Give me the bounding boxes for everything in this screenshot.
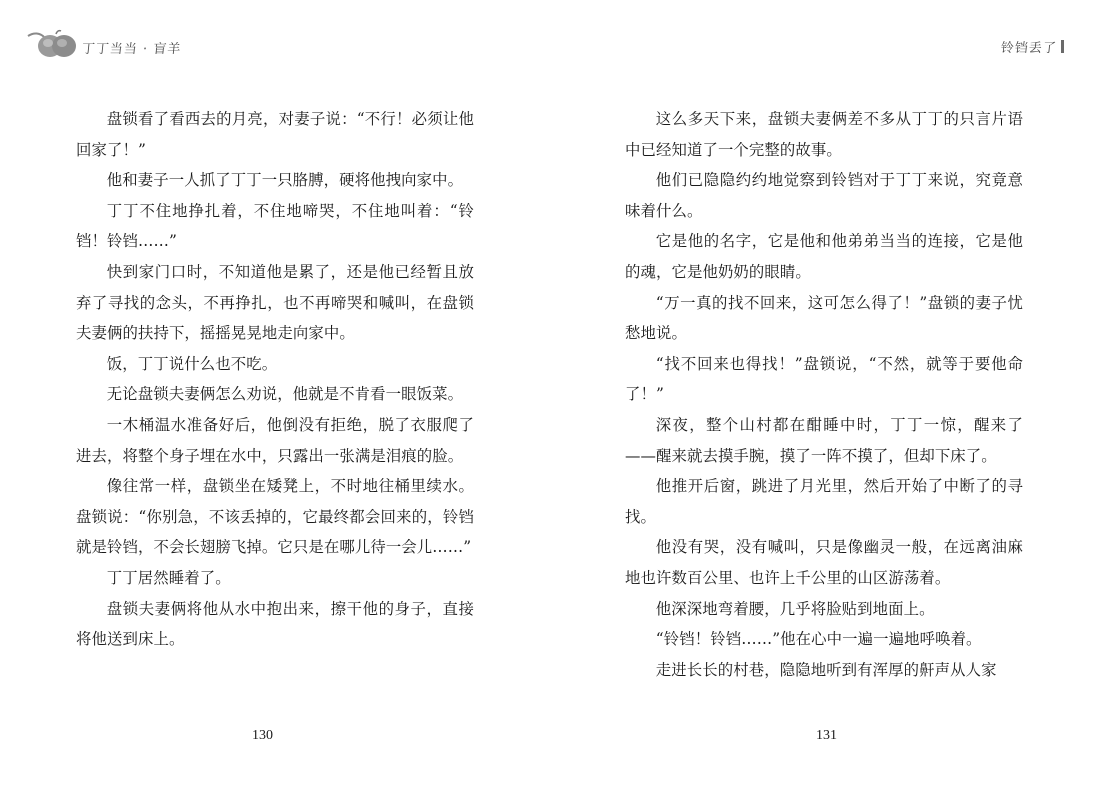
series-title: 丁丁当当 · 盲羊: [81, 41, 182, 57]
paragraph: 他深深地弯着腰，几乎将脸贴到地面上。: [655, 599, 935, 618]
chapter-title: 铃铛丢了: [999, 41, 1058, 56]
paragraph: “找不回来也得找！”盘锁说，“不然，就等于要他命了！”: [625, 354, 1023, 404]
page-number: 130: [252, 728, 273, 743]
paragraph: 丁丁居然睡着了。: [106, 568, 231, 587]
paragraph: 他推开后窗，跳进了月光里，然后开始了中断了的寻找。: [625, 477, 1023, 526]
left-page-header: [26, 28, 181, 62]
right-body-text: [625, 104, 1023, 685]
series-logo-icon: [26, 28, 78, 62]
right-page-header: [1001, 37, 1064, 56]
paragraph: 饭，丁丁说什么也不吃。: [106, 354, 278, 373]
right-page: [548, 0, 1096, 786]
paragraph: 盘锁夫妻俩将他从水中抱出来，擦干他的身子，直接将他送到床上。: [76, 599, 474, 649]
paragraph: 盘锁看了看西去的月亮，对妻子说：“不行！必须让他回家了！”: [76, 110, 474, 159]
paragraph: 快到家门口时，不知道他是累了，还是他已经暂且放弃了寻找的念头，不再挣扎，也不再啼哭和喊叫，在盘锁夫妻俩的扶持下，摇摇晃晃地走向家中。: [76, 262, 474, 343]
left-body-text: [76, 104, 474, 655]
paragraph: 无论盘锁夫妻俩怎么劝说，他就是不肯看一眼饭菜。: [106, 385, 464, 404]
paragraph: 他们已隐隐约约地觉察到铃铛对于丁丁来说，究竟意味着什么。: [625, 171, 1023, 220]
paragraph: 走进长长的村巷，隐隐地听到有浑厚的鼾声从人家: [655, 660, 997, 679]
paragraph: “铃铛！铃铛……”他在心中一遍一遍地呼唤着。: [655, 630, 982, 649]
paragraph: 他和妻子一人抓了丁丁一只胳膊，硬将他拽向家中。: [106, 171, 464, 190]
page-number: 131: [816, 728, 837, 743]
header-bar-icon: [1061, 40, 1064, 53]
paragraph: 一木桶温水准备好后，他倒没有拒绝，脱了衣服爬了进去，将整个身子埋在水中，只露出一张满是泪痕的脸。: [76, 415, 474, 465]
paragraph: 他没有哭，没有喊叫，只是像幽灵一般，在远离油麻地也许数百公里、也许上千公里的山区游荡着。: [625, 538, 1023, 587]
paragraph: 像往常一样，盘锁坐在矮凳上，不时地往桶里续水。盘锁说：“你别急，不该丢掉的，它最终都会回来的，铃铛就是铃铛，不会长翅膀飞掉。它只是在哪儿待一会儿……”: [76, 477, 474, 557]
paragraph: 这么多天下来，盘锁夫妻俩差不多从丁丁的只言片语中已经知道了一个完整的故事。: [625, 110, 1023, 159]
paragraph: 深夜，整个山村都在酣睡中时，丁丁一惊，醒来了——醒来就去摸手腕，摸了一阵不摸了，但却下床了。: [625, 415, 1023, 465]
paragraph: “万一真的找不回来，这可怎么得了！”盘锁的妻子忧愁地说。: [625, 293, 1023, 343]
paragraph: 它是他的名字，它是他和他弟弟当当的连接，它是他的魂，它是他奶奶的眼睛。: [625, 232, 1023, 281]
paragraph: 丁丁不住地挣扎着，不住地啼哭，不住地叫着：“铃铛！铃铛……”: [76, 201, 474, 251]
